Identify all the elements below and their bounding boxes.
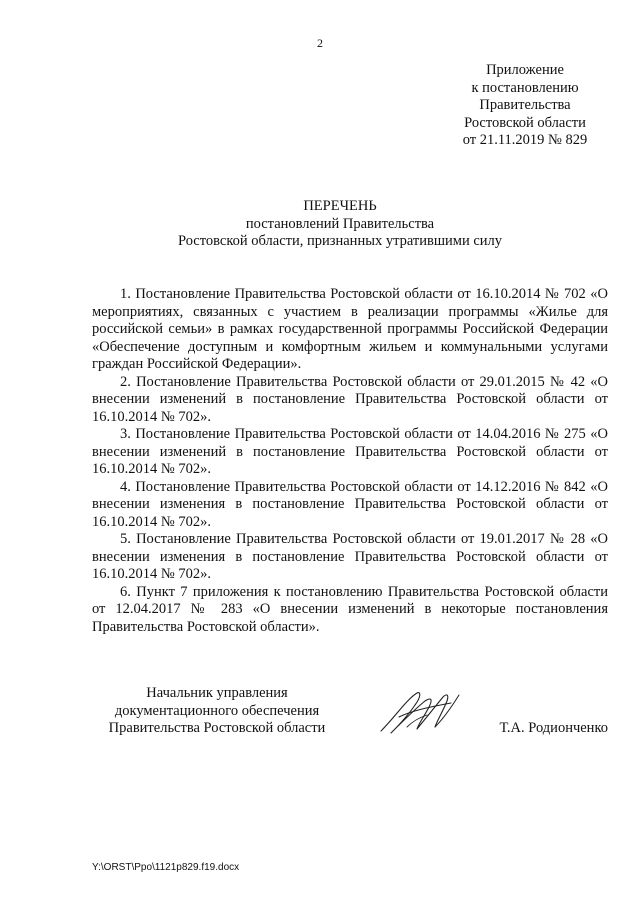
document-subtitle-line: Ростовской области, признанных утратившими силу <box>177 233 503 249</box>
appendix-line: Правительства <box>479 97 571 113</box>
signatory-title-line: Начальник управления <box>146 685 288 701</box>
appendix-line: к постановлению <box>471 79 579 96</box>
list-item: 3. Постановление Правительства Ростовской области от 14.04.2016 № 275 «О внесении изменений в постановление Правительства Ростовской области от 16.10.2014 № 702». <box>92 426 608 477</box>
document-subtitle-line: постановлений Правительства <box>245 215 435 232</box>
page-number: 2 <box>317 36 323 50</box>
appendix-block <box>430 62 620 150</box>
list-item: 4. Постановление Правительства Ростовской области от 14.12.2016 № 842 «О внесении изменения в постановление Правительства Ростовской области от 16.10.2014 № 702». <box>92 478 608 530</box>
list-item: 1. Постановление Правительства Ростовской области от 16.10.2014 № 702 «О мероприятиях, связанных с участием в реализации программы «Жилье для российской семьи» в рамках государственной программы Российской Федерации «Обеспечение доступным и комфортным жильем и коммунальными услугами граждан Российской Федерации». <box>92 286 608 372</box>
signatory-title <box>92 685 342 738</box>
file-path: Y:\ORST\Ppo\1121p829.f19.docx <box>92 862 240 873</box>
list-item: 5. Постановление Правительства Ростовской области от 19.01.2017 № 28 «О внесении изменения в постановление Правительства Ростовской области от 16.10.2014 № 702». <box>92 531 608 582</box>
signatory-title-line: документационного обеспечения <box>114 702 320 719</box>
list-item: 6. Пункт 7 приложения к постановлению Правительства Ростовской области от 12.04.2017 № 283 «О внесении изменений в некоторые постановления Правительства Ростовской области». <box>92 583 608 635</box>
list-item: 2. Постановление Правительства Ростовской области от 29.01.2015 № 42 «О внесении изменений в постановление Правительства Ростовской области от 16.10.2014 № 702». <box>92 373 608 425</box>
items-list <box>92 286 608 636</box>
document-heading: ПЕРЕЧЕНЬ <box>303 198 377 214</box>
signatory-title-line: Правительства Ростовской области <box>108 720 326 736</box>
appendix-line: Ростовской области <box>464 114 586 131</box>
signatory-name: Т.А. Родионченко <box>499 720 608 736</box>
handwritten-signature <box>377 687 463 739</box>
signature-block <box>92 685 608 745</box>
title-block <box>60 198 620 251</box>
appendix-line: Приложение <box>486 62 564 78</box>
appendix-line: от 21.11.2019 № 829 <box>462 132 588 148</box>
